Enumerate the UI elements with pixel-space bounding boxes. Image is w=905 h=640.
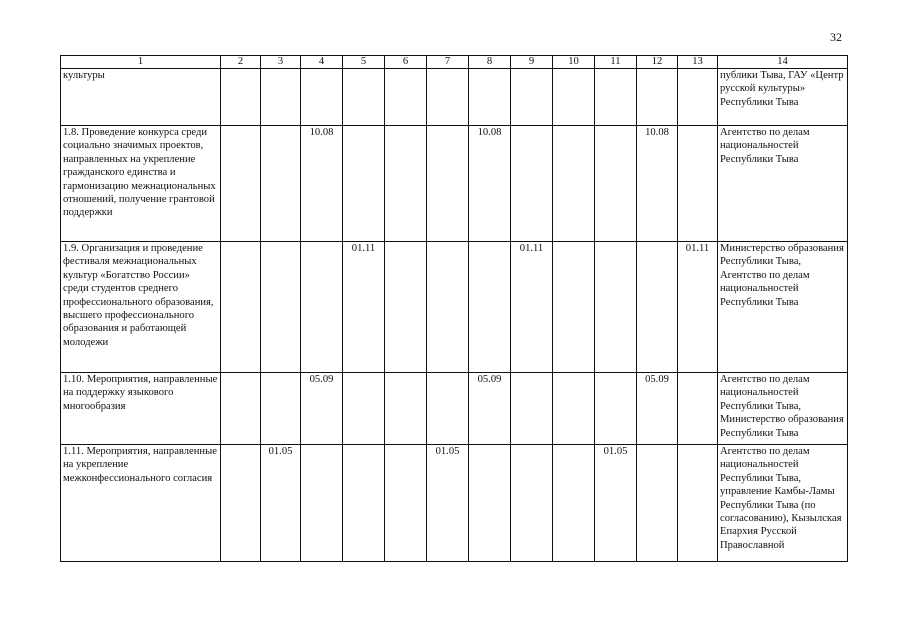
date-cell: [637, 69, 678, 126]
column-header: 9: [511, 56, 553, 69]
column-header: 6: [385, 56, 427, 69]
date-cell: [385, 242, 427, 373]
table-row: [61, 242, 848, 373]
date-cell: 01.05: [595, 445, 637, 562]
date-cell: [343, 126, 385, 242]
date-cell: [553, 69, 595, 126]
column-header: 3: [261, 56, 301, 69]
date-cell: [221, 69, 261, 126]
table-row: [61, 126, 848, 242]
table-row: [61, 373, 848, 445]
date-cell: [511, 373, 553, 445]
date-cell: [511, 69, 553, 126]
date-cell: [469, 242, 511, 373]
date-cell: [427, 126, 469, 242]
responsible-cell: Агентство по делам национальностей Республики Тыва: [718, 126, 848, 242]
date-cell: 01.11: [511, 242, 553, 373]
table-row: [61, 445, 848, 562]
activity-cell: 1.8. Проведение конкурса среди социально значимых проектов, направленных на укрепление гражданского единства и гармонизацию межнациональных отношений, получение грантовой поддержки: [61, 126, 221, 242]
date-cell: [343, 445, 385, 562]
activity-cell: 1.9. Организация и проведение фестиваля межнациональных культур «Богатство России» среди студентов среднего профессионального образования, высшего профессионального образования и работающей молодежи: [61, 242, 221, 373]
date-cell: 10.08: [637, 126, 678, 242]
column-header: 14: [718, 56, 848, 69]
date-cell: [469, 445, 511, 562]
plan-table: [60, 55, 848, 562]
date-cell: [427, 242, 469, 373]
date-cell: [301, 445, 343, 562]
column-header: 1: [61, 56, 221, 69]
date-cell: [595, 242, 637, 373]
date-cell: 10.08: [469, 126, 511, 242]
column-header: 5: [343, 56, 385, 69]
date-cell: [343, 69, 385, 126]
date-cell: [221, 373, 261, 445]
column-header: 4: [301, 56, 343, 69]
date-cell: 05.09: [301, 373, 343, 445]
date-cell: [427, 373, 469, 445]
column-header: 13: [678, 56, 718, 69]
activity-cell: 1.11. Мероприятия, направленные на укрепление межконфессионального согласия: [61, 445, 221, 562]
responsible-cell: Министерство образования Республики Тыва, Агентство по делам национальностей Республики Тыва: [718, 242, 848, 373]
date-cell: [301, 69, 343, 126]
column-header: 2: [221, 56, 261, 69]
date-cell: [261, 126, 301, 242]
date-cell: [261, 69, 301, 126]
date-cell: [511, 445, 553, 562]
column-header: 8: [469, 56, 511, 69]
table-row: [61, 69, 848, 126]
date-cell: [553, 126, 595, 242]
date-cell: 10.08: [301, 126, 343, 242]
date-cell: [678, 445, 718, 562]
date-cell: [385, 126, 427, 242]
date-cell: [678, 69, 718, 126]
column-header: 11: [595, 56, 637, 69]
date-cell: [301, 242, 343, 373]
date-cell: [261, 373, 301, 445]
date-cell: [511, 126, 553, 242]
date-cell: [221, 126, 261, 242]
date-cell: [678, 373, 718, 445]
responsible-cell: Агентство по делам национальностей Республики Тыва, Министерство образования Республики Тыва: [718, 373, 848, 445]
responsible-cell: Агентство по делам национальностей Республики Тыва, управление Камбы-Ламы Республики Тыва (по согласованию), Кызылская Епархия Русской Православной: [718, 445, 848, 562]
date-cell: [469, 69, 511, 126]
date-cell: [221, 242, 261, 373]
date-cell: 01.05: [427, 445, 469, 562]
responsible-cell: публики Тыва, ГАУ «Центр русской культуры» Республики Тыва: [718, 69, 848, 126]
date-cell: [553, 373, 595, 445]
date-cell: [385, 445, 427, 562]
date-cell: 05.09: [469, 373, 511, 445]
date-cell: [385, 69, 427, 126]
page-number: 32: [830, 30, 842, 44]
column-number-header-row: [61, 56, 848, 69]
date-cell: [261, 242, 301, 373]
date-cell: [343, 373, 385, 445]
date-cell: [221, 445, 261, 562]
date-cell: [553, 242, 595, 373]
date-cell: [678, 126, 718, 242]
column-header: 12: [637, 56, 678, 69]
date-cell: [385, 373, 427, 445]
column-header: 7: [427, 56, 469, 69]
column-header: 10: [553, 56, 595, 69]
activity-cell: 1.10. Мероприятия, направленные на поддержку языкового многообразия: [61, 373, 221, 445]
activity-cell: культуры: [61, 69, 221, 126]
date-cell: [637, 242, 678, 373]
date-cell: [553, 445, 595, 562]
date-cell: 01.05: [261, 445, 301, 562]
date-cell: [637, 445, 678, 562]
date-cell: [595, 373, 637, 445]
date-cell: [595, 69, 637, 126]
date-cell: [427, 69, 469, 126]
date-cell: 05.09: [637, 373, 678, 445]
date-cell: 01.11: [678, 242, 718, 373]
date-cell: [595, 126, 637, 242]
date-cell: 01.11: [343, 242, 385, 373]
